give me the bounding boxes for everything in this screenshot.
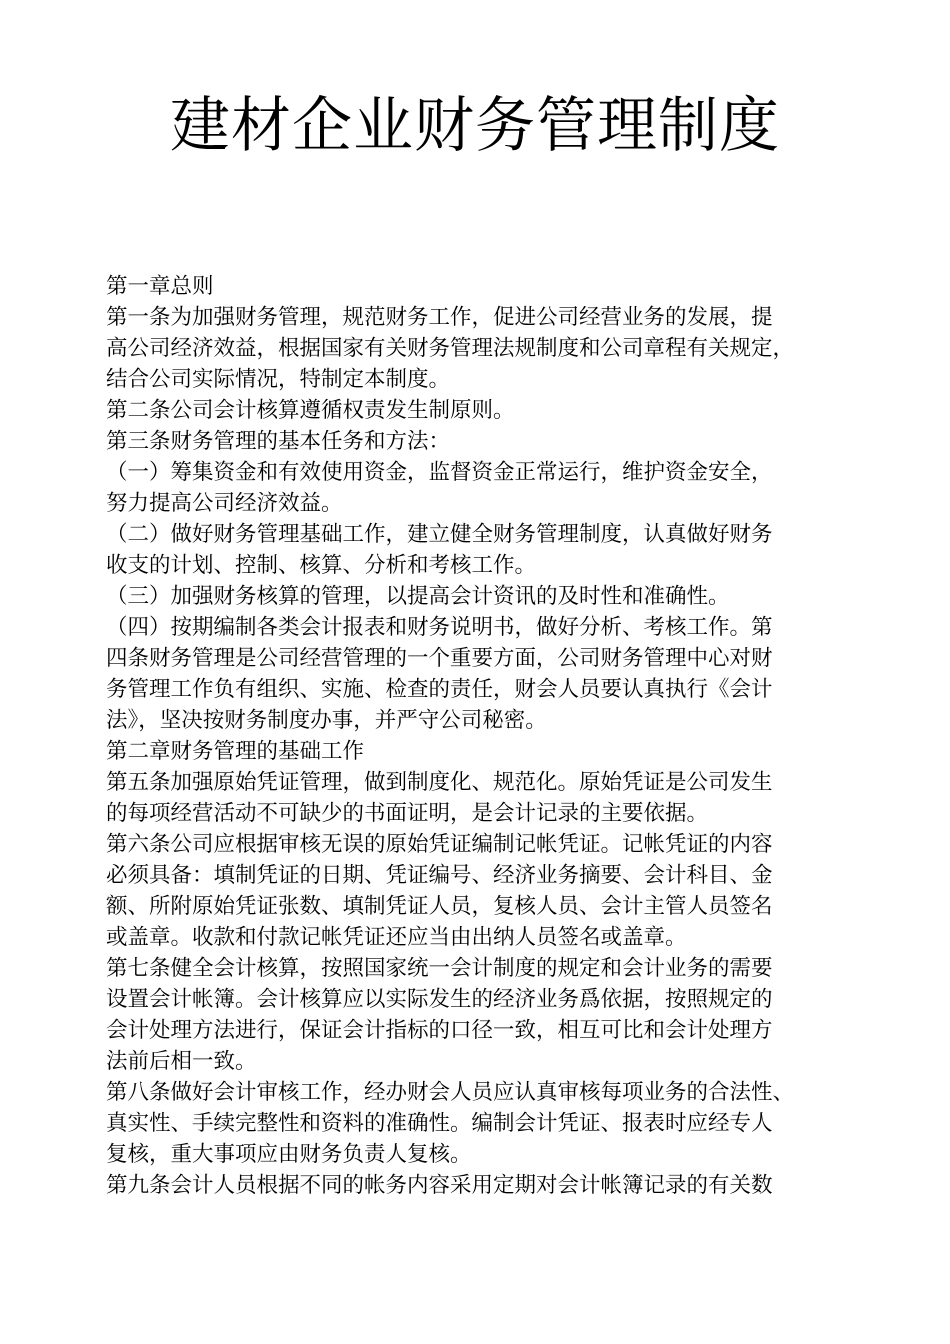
text-line: 设置会计帐簿。会计核算应以实际发生的经济业务爲依据，按照规定的 [106,987,773,1012]
text-line: 额、所附原始凭证张数、填制凭证人员，复核人员、会计主管人员签名 [106,894,773,919]
text-line: 结合公司实际情况，特制定本制度。 [106,367,451,392]
text-line: （三）加强财务核算的管理，以提高会计资讯的及时性和准确性。 [106,584,730,609]
text-line: 的每项经营活动不可缺少的书面证明，是会计记录的主要依据。 [106,801,709,826]
text-line: （二）做好财务管理基础工作，建立健全财务管理制度，认真做好财务 [106,522,773,547]
text-line: 第五条加强原始凭证管理，做到制度化、规范化。原始凭证是公司发生 [106,770,773,795]
text-line: 四条财务管理是公司经营管理的一个重要方面，公司财务管理中心对财 [106,646,773,671]
text-line: 或盖章。收款和付款记帐凭证还应当由出纳人员签名或盖章。 [106,925,687,950]
text-line: 真实性、手续完整性和资料的准确性。编制会计凭证、报表时应经专人 [106,1111,773,1136]
text-line: 第三条财务管理的基本任务和方法： [106,429,451,454]
document-title: 建材企业财务管理制度 [170,91,780,161]
text-line: 法》，坚决按财务制度办事，并严守公司秘密。 [106,708,547,733]
text-line: 努力提高公司经济效益。 [106,491,343,516]
text-line: 第九条会计人员根据不同的帐务内容采用定期对会计帐簿记录的有关数 [106,1173,773,1198]
text-line: 复核，重大事项应由财务负责人复核。 [106,1142,472,1167]
text-line: 必须具备：填制凭证的日期、凭证编号、经济业务摘要、会计科目、金 [106,863,773,888]
text-line: （一）筹集资金和有效使用资金，监督资金正常运行，维护资金安全， [106,460,773,485]
text-line: 务管理工作负有组织、实施、检查的责任，财会人员要认真执行《会计 [106,677,773,702]
text-line: 会计处理方法进行，保证会计指标的口径一致，相互可比和会计处理方 [106,1018,773,1043]
text-line: 法前后相一致。 [106,1049,257,1074]
text-line: 第二章财务管理的基础工作 [106,739,365,764]
text-line: 第七条健全会计核算，按照国家统一会计制度的规定和会计业务的需要 [106,956,773,981]
text-line: 第二条公司会计核算遵循权责发生制原则。 [106,398,515,423]
text-line: 第八条做好会计审核工作，经办财会人员应认真审核每项业务的合法性、 [106,1080,795,1105]
document-body [106,271,866,1201]
text-line: 第一章总则 [106,274,214,299]
text-line: 第一条为加强财务管理，规范财务工作，促进公司经营业务的发展，提 [106,305,773,330]
text-line: 第六条公司应根据审核无误的原始凭证编制记帐凭证。记帐凭证的内容 [106,832,773,857]
text-line: 收支的计划、控制、核算、分析和考核工作。 [106,553,537,578]
text-line: （四）按期编制各类会计报表和财务说明书，做好分析、考核工作。第 [106,615,773,640]
text-line: 高公司经济效益，根据国家有关财务管理法规制度和公司章程有关规定， [106,336,795,361]
